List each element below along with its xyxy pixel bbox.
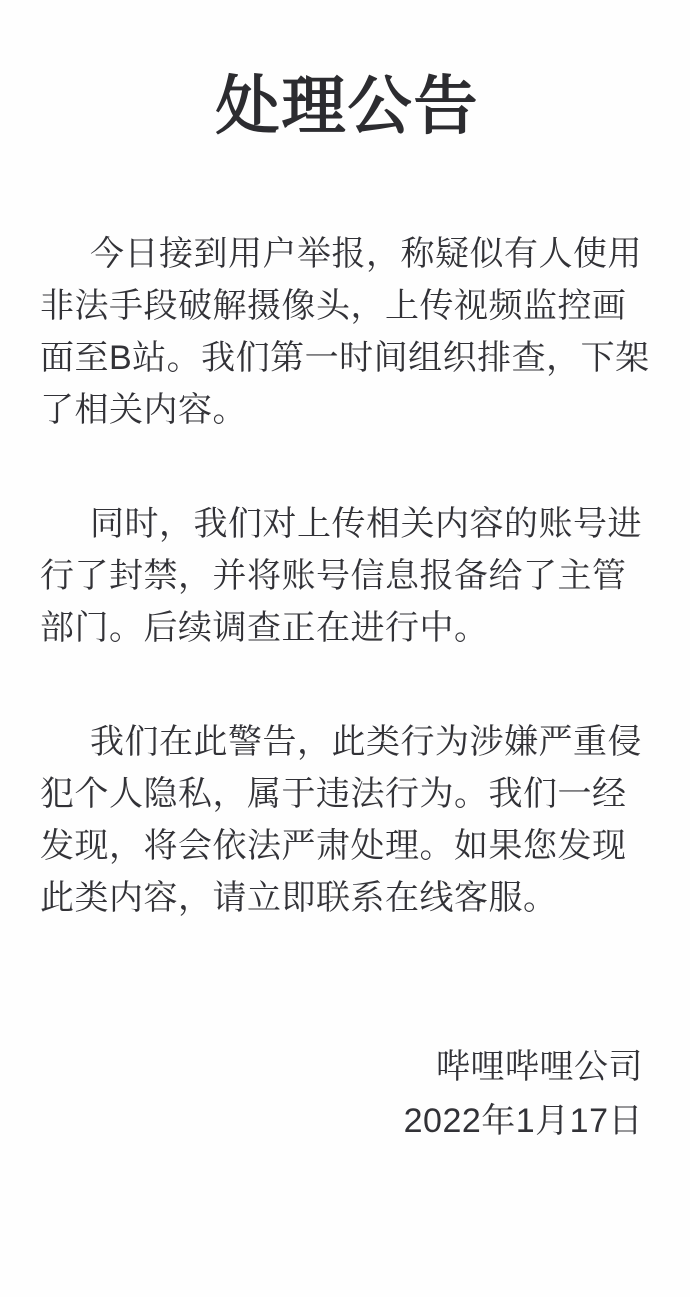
signature-block bbox=[40, 1040, 655, 1148]
company-name: 哔哩哔哩公司 bbox=[436, 1048, 643, 1086]
announcement-date: 2022年1月17日 bbox=[403, 1102, 643, 1140]
paragraph-account-banned: 同时，我们对上传相关内容的账号进行了封禁，并将账号信息报备给了主管部门。后续调查正在进行中。 bbox=[40, 505, 642, 647]
paragraph-report-received: 今日接到用户举报，称疑似有人使用非法手段破解摄像头，上传视频监控画面至B站。我们第一时间组织排查，下架了相关内容。 bbox=[40, 235, 650, 429]
page-title: 处理公告 bbox=[215, 70, 480, 142]
paragraph-warning: 我们在此警告，此类行为涉嫌严重侵犯个人隐私，属于违法行为。我们一经发现，将会依法严肃处理。如果您发现此类内容，请立即联系在线客服。 bbox=[40, 723, 642, 917]
announcement-page bbox=[0, 66, 690, 1297]
